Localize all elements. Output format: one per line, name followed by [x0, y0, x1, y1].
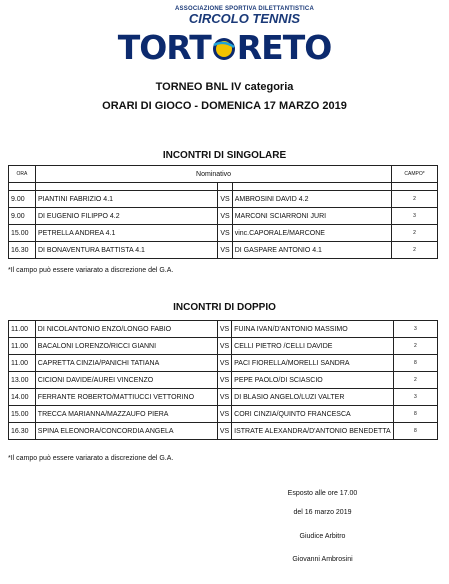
court-number: 2 [392, 242, 438, 259]
singles-spacer-row [9, 183, 438, 191]
court-number: 3 [392, 208, 438, 225]
court-number: 8 [393, 355, 437, 372]
court-number: 2 [392, 191, 438, 208]
column-header-time: ORA [9, 166, 36, 183]
team-away: CELLI PIETRO /CELLI DAVIDE [232, 338, 394, 355]
match-time: 9.00 [9, 208, 36, 225]
logo-brand [0, 28, 449, 67]
match-time: 16.30 [9, 242, 36, 259]
versus-label: VS [217, 423, 231, 440]
table-row [9, 191, 438, 208]
team-home: BACALONI LORENZO/RICCI GIANNI [35, 338, 217, 355]
table-row [9, 389, 438, 406]
match-time: 16.30 [9, 423, 36, 440]
tournament-title: TORNEO BNL IV categoria [155, 81, 294, 93]
court-number: 8 [393, 423, 437, 440]
versus-label: VS [218, 208, 232, 225]
schedule-title: ORARI DI GIOCO - DOMENICA 17 MARZO 2019 [102, 100, 347, 112]
table-row [9, 208, 438, 225]
team-home: SPINA ELEONORA/CONCORDIA ANGELA [35, 423, 217, 440]
versus-label: VS [218, 191, 232, 208]
versus-label: VS [217, 338, 231, 355]
player-home: DI BONAVENTURA BATTISTA 4.1 [35, 242, 217, 259]
table-row [9, 225, 438, 242]
team-away: FUINA IVAN/D'ANTONIO MASSIMO [232, 321, 394, 338]
versus-label: VS [217, 389, 231, 406]
court-number: 2 [392, 225, 438, 242]
versus-label: VS [217, 406, 231, 423]
table-row [9, 423, 438, 440]
referee-name: Giovanni Ambrosini [292, 556, 353, 563]
logo-club-name: CIRCOLO TENNIS [188, 11, 301, 26]
player-away: AMBROSINI DAVID 4.2 [232, 191, 391, 208]
team-home: CAPRETTA CINZIA/PANICHI TATIANA [35, 355, 217, 372]
court-number: 2 [393, 338, 437, 355]
table-row [9, 355, 438, 372]
match-time: 14.00 [9, 389, 36, 406]
team-away: ISTRATE ALEXANDRA/D'ANTONIO BENEDETTA [232, 423, 394, 440]
versus-label: VS [218, 225, 232, 242]
club-logo [0, 6, 449, 67]
court-number: 8 [393, 406, 437, 423]
match-time: 11.00 [9, 355, 36, 372]
table-row [9, 321, 438, 338]
player-home: DI EUGENIO FILIPPO 4.2 [35, 208, 217, 225]
team-home: DI NICOLANTONIO ENZO/LONGO FABIO [35, 321, 217, 338]
team-away: PEPE PAOLO/DI SCIASCIO [232, 372, 394, 389]
posted-date: del 16 marzo 2019 [293, 509, 352, 516]
column-header-court: CAMPO* [392, 166, 438, 183]
match-time: 15.00 [9, 225, 36, 242]
logo-brand-left: TORT [117, 28, 211, 67]
team-away: CORI CINZIA/QUINTO FRANCESCA [232, 406, 394, 423]
versus-label: VS [217, 372, 231, 389]
match-time: 13.00 [9, 372, 36, 389]
table-row [9, 242, 438, 259]
team-away: PACI FIORELLA/MORELLI SANDRA [232, 355, 394, 372]
table-row [9, 406, 438, 423]
singles-table [8, 165, 438, 259]
doubles-table [8, 320, 438, 440]
table-row [9, 338, 438, 355]
team-home: FERRANTE ROBERTO/MATTIUCCI VETTORINO [35, 389, 217, 406]
tennis-ball-icon [211, 31, 237, 57]
match-time: 15.00 [9, 406, 36, 423]
player-away: vinc.CAPORALE/MARCONE [232, 225, 391, 242]
match-time: 9.00 [9, 191, 36, 208]
match-time: 11.00 [9, 321, 36, 338]
player-home: PETRELLA ANDREA 4.1 [35, 225, 217, 242]
versus-label: VS [217, 355, 231, 372]
referee-role: Giudice Arbitro [299, 533, 346, 540]
player-home: PIANTINI FABRIZIO 4.1 [35, 191, 217, 208]
match-time: 11.00 [9, 338, 36, 355]
doubles-court-note: *Il campo può essere variarato a discrezione del G.A. [8, 455, 174, 462]
versus-label: VS [217, 321, 231, 338]
team-home: CICIONI DAVIDE/AUREI VINCENZO [35, 372, 217, 389]
singles-header-row [9, 166, 438, 183]
team-home: TRECCA MARIANNA/MAZZAUFO PIERA [35, 406, 217, 423]
logo-brand-right: RETO [236, 28, 332, 67]
versus-label: VS [218, 242, 232, 259]
table-row [9, 372, 438, 389]
logo-association-text: ASSOCIAZIONE SPORTIVA DILETTANTISTICA [175, 6, 314, 12]
singles-section-title: INCONTRI DI SINGOLARE [162, 150, 287, 161]
singles-court-note: *Il campo può essere variarato a discrezione del G.A. [8, 267, 174, 274]
player-away: DI GASPARE ANTONIO 4.1 [232, 242, 391, 259]
court-number: 3 [393, 321, 437, 338]
posted-time: Esposto alle ore 17.00 [287, 490, 358, 497]
player-away: MARCONI SCIARRONI JURI [232, 208, 391, 225]
doubles-section-title: INCONTRI DI DOPPIO [173, 302, 276, 313]
team-away: DI BLASIO ANGELO/LUZI VALTER [232, 389, 394, 406]
court-number: 3 [393, 389, 437, 406]
court-number: 2 [393, 372, 437, 389]
column-header-names: Nominativo [35, 166, 391, 183]
